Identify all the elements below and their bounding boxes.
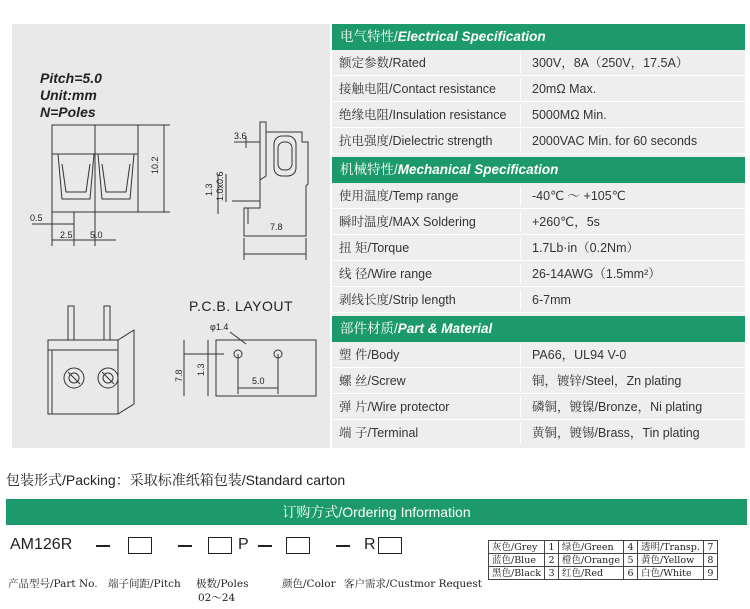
dim-10-2: 10.2	[150, 156, 160, 174]
dim-2-5: 2.5	[60, 230, 73, 240]
part-no-label: 产品型号/Part No.	[8, 578, 98, 590]
row-value: PA66，UL94 V-0	[532, 348, 627, 362]
color-code: 4	[624, 541, 638, 554]
poles-label: 极数/Poles	[196, 578, 249, 590]
row-label: 端 子/Terminal	[339, 426, 419, 440]
dim-7-8-side: 7.8	[270, 222, 283, 232]
table-row	[489, 541, 718, 554]
table-row	[332, 50, 745, 76]
ordering-header	[6, 499, 747, 525]
dim-3-6: 3.6	[234, 131, 247, 141]
row-label: 扭 矩/Torque	[339, 241, 410, 255]
table-row	[332, 261, 745, 287]
color-box	[286, 537, 310, 554]
row-label: 剥线长度/Strip length	[339, 293, 456, 307]
table-row	[332, 128, 745, 154]
poles-note: N=Poles	[40, 104, 96, 120]
table-row	[332, 76, 745, 102]
material-header-cn: 部件材质/	[340, 321, 398, 336]
dim-1-3-pcb: 1.3	[196, 363, 206, 376]
color-name: 黄色/Yellow	[638, 554, 704, 567]
spec-table	[332, 24, 745, 448]
color-name: 白色/White	[638, 567, 704, 580]
row-value: 1.7Lb·in（0.2Nm）	[532, 241, 639, 255]
table-row	[332, 209, 745, 235]
color-name: 透明/Transp.	[638, 541, 704, 554]
separator-dash	[336, 545, 350, 547]
dim-0-5: 0.5	[30, 213, 43, 223]
row-value: 2000VAC Min. for 60 seconds	[532, 134, 698, 148]
p-letter: P	[238, 536, 249, 553]
row-value: 6-7mm	[532, 293, 571, 307]
table-row	[332, 102, 745, 128]
color-code: 3	[544, 567, 558, 580]
table-row	[332, 394, 745, 420]
separator-dash	[178, 545, 192, 547]
separator-dash	[96, 545, 110, 547]
packing-info: 包装形式/Packing：采取标准纸箱包装/Standard carton	[6, 472, 346, 488]
color-code: 9	[703, 567, 717, 580]
color-name: 黑色/Black	[489, 567, 545, 580]
color-code-table	[488, 540, 718, 580]
row-value: 磷铜，镀镍/Bronze，Ni plating	[532, 400, 703, 414]
row-label: 绝缘电阻/Insulation resistance	[339, 108, 507, 122]
table-row	[489, 554, 718, 567]
dim-5-0-pcb: 5.0	[252, 376, 265, 386]
row-value: 20mΩ Max.	[532, 82, 597, 96]
pitch-label: 端子间距/Pitch	[108, 578, 181, 590]
mechanical-header	[332, 157, 745, 183]
color-name: 灰色/Grey	[489, 541, 545, 554]
table-row	[332, 183, 745, 209]
dim-5-0-front: 5.0	[90, 230, 103, 240]
material-header-en: Part & Material	[397, 321, 493, 336]
table-row	[332, 235, 745, 261]
poles-range: 02～24	[198, 592, 236, 604]
color-name: 红色/Red	[558, 567, 623, 580]
row-label: 额定参数/Rated	[339, 56, 426, 70]
ordering-title: 订购方式/Ordering Information	[282, 504, 471, 520]
row-label: 使用温度/Temp range	[339, 189, 459, 203]
row-label: 瞬时温度/MAX Soldering	[339, 215, 476, 229]
request-box	[378, 537, 402, 554]
row-value: +260℃，5s	[532, 215, 600, 229]
mechanical-header-cn: 机械特性/	[340, 162, 398, 177]
row-value: 300V，8A（250V，17.5A）	[532, 56, 689, 70]
color-code: 8	[703, 554, 717, 567]
color-code: 6	[624, 567, 638, 580]
table-row	[332, 420, 745, 446]
color-code: 2	[544, 554, 558, 567]
row-label: 塑 件/Body	[339, 348, 400, 362]
color-code: 7	[703, 541, 717, 554]
color-name: 橙色/Orange	[558, 554, 623, 567]
row-value: 26-14AWG（1.5mm²）	[532, 267, 661, 281]
table-row	[489, 567, 718, 580]
unit-note: Unit:mm	[40, 87, 97, 103]
pcb-layout-title: P.C.B. LAYOUT	[189, 298, 294, 314]
color-name: 绿色/Green	[558, 541, 623, 554]
dim-7-8-pcb: 7.8	[174, 369, 184, 382]
table-row	[332, 287, 745, 313]
pitch-box	[128, 537, 152, 554]
row-value: 5000MΩ Min.	[532, 108, 607, 122]
material-header	[332, 316, 745, 342]
dim-phi-1-4: φ1.4	[210, 322, 229, 332]
part-code: AM126R	[10, 536, 73, 553]
row-value: 铜，镀锌/Steel，Zn plating	[532, 374, 682, 388]
row-label: 线 径/Wire range	[339, 267, 433, 281]
row-label: 螺 丝/Screw	[339, 374, 406, 388]
separator-dash	[258, 545, 272, 547]
dim-1-3-side: 1.3	[204, 183, 214, 196]
color-name: 蓝色/Blue	[489, 554, 545, 567]
drawing-notes	[40, 70, 102, 121]
row-label: 抗电强度/Dielectric strength	[339, 134, 493, 148]
table-row	[332, 368, 745, 394]
electrical-header-en: Electrical Specification	[397, 29, 546, 44]
table-row	[332, 342, 745, 368]
bottom-3d-view	[48, 330, 134, 414]
mechanical-header-en: Mechanical Specification	[397, 162, 559, 177]
technical-drawing-panel	[12, 24, 330, 448]
row-value: 黄铜，镀锡/Brass，Tin plating	[532, 426, 700, 440]
color-code: 5	[624, 554, 638, 567]
electrical-header	[332, 24, 745, 50]
request-label: 客户需求/Custmor Request	[344, 578, 483, 590]
r-letter: R	[364, 536, 376, 553]
row-value: -40℃ ～ +105℃	[532, 189, 626, 203]
row-label: 弹 片/Wire protector	[339, 400, 450, 414]
electrical-header-cn: 电气特性/	[340, 29, 398, 44]
color-code: 1	[544, 541, 558, 554]
color-label: 颜色/Color	[282, 578, 336, 590]
poles-box	[208, 537, 232, 554]
dim-1-0x0-6: 1.0x0.6	[215, 171, 225, 201]
pitch-note: Pitch=5.0	[40, 70, 102, 86]
row-label: 接触电阻/Contact resistance	[339, 82, 496, 96]
